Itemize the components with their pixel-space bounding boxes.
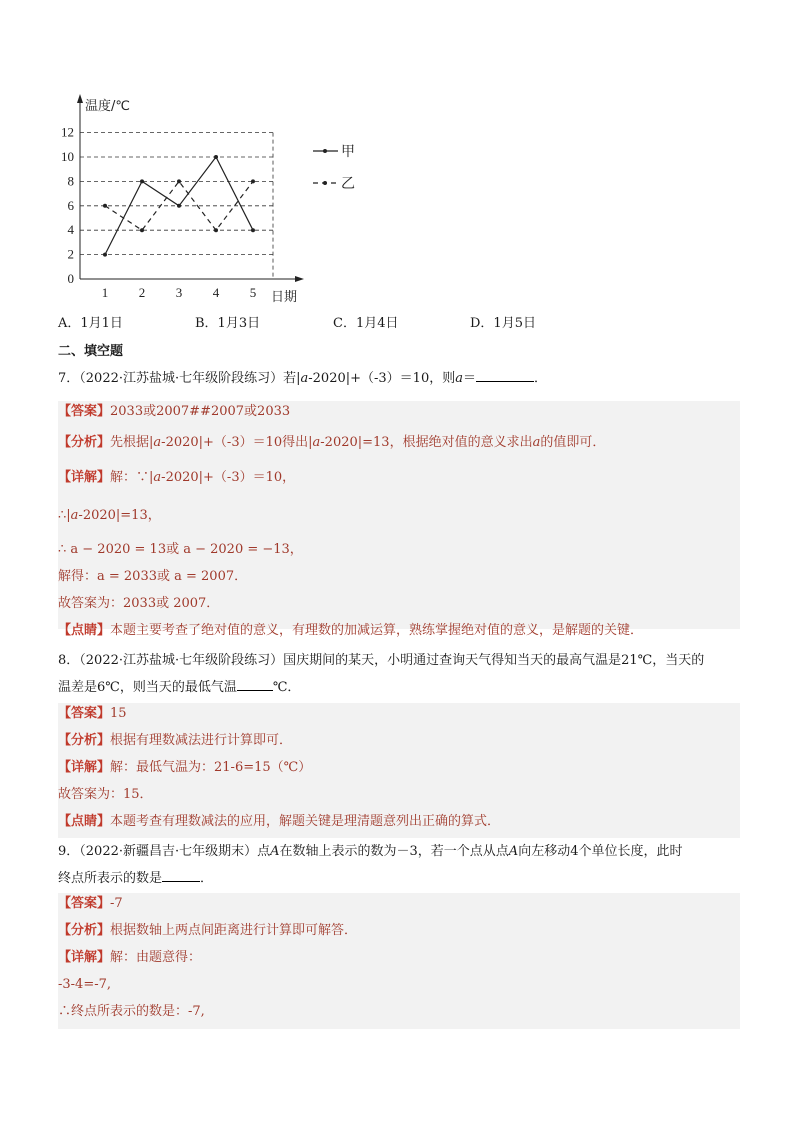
- y-tick-label: 12: [61, 124, 74, 140]
- data-point: [214, 228, 218, 232]
- question-8-stem: 8．（2022·江苏盐城·七年级阶段练习）国庆期间的某天，小明通过查询天气得知当天的最高气温是21℃，当天的 温差是6℃，则当天的最低气温 ℃．: [58, 653, 705, 695]
- q9-answer: 【答案】-7: [58, 896, 123, 911]
- q7-comment: 【点睛】本题主要考查了绝对值的意义，有理数的加减运算，熟练掌握绝对值的意义，是解题的关键．: [58, 623, 644, 638]
- x-tick-label: 2: [138, 285, 146, 300]
- answer-blank: [237, 678, 273, 691]
- q8-comment: 【点睛】本题考查有理数减法的应用，解题关键是理清题意列出正确的算式．: [58, 814, 501, 829]
- y-tick-label: 2: [67, 246, 74, 262]
- question-9-stem: 9．（2022·新疆昌吉·七年级期末）点A在数轴上表示的数为－3，若一个点从点A向左移动4个单位长度，此时 终点所表示的数是 ．: [58, 844, 683, 886]
- data-point: [140, 179, 144, 183]
- legend-marker: [323, 149, 327, 153]
- answer-options: [58, 312, 758, 332]
- q8-detail: 【详解】解：最低气温为：21-6=15（℃）: [58, 760, 312, 775]
- q7-step-4: 故答案为：2033或 2007．: [58, 596, 220, 611]
- option-b: B．1月3日: [195, 316, 261, 331]
- answer-blank: [162, 869, 200, 882]
- question-7-stem: 7．（2022·江苏盐城·七年级阶段练习）若|a-2020|+（-3）＝10，则a＝ ．: [58, 371, 548, 386]
- x-tick-label: 5: [249, 285, 257, 300]
- y-tick-label: 6: [67, 197, 74, 213]
- option-d: D．1月5日: [470, 316, 536, 331]
- q7-analysis: 【分析】先根据|a-2020|+（-3）＝10得出|a-2020|=13，根据绝对值的意义求出a的值即可．: [58, 435, 606, 450]
- q7-step-1: ∴|a-2020|=13，: [58, 508, 161, 523]
- q7-answer: 【答案】2033或2007##2007或2033: [58, 404, 291, 419]
- y-tick-label: 8: [67, 173, 74, 189]
- legend-label: 乙: [341, 176, 355, 192]
- data-point: [103, 204, 107, 208]
- q7-step-3: 解得：a = 2033或 a = 2007．: [58, 569, 248, 584]
- legend-marker: [323, 181, 327, 185]
- option-c: C．1月4日: [333, 316, 399, 331]
- q9-step-2: ∴终点所表示的数是：-7,: [58, 1004, 205, 1019]
- x-tick-label: 4: [212, 285, 220, 300]
- x-tick-label: 1: [101, 285, 109, 300]
- q9-step-1: -3-4=-7,: [58, 977, 112, 992]
- q8-answer: 【答案】15: [58, 706, 127, 721]
- x-tick-label: 3: [175, 285, 183, 300]
- data-point: [103, 253, 107, 257]
- data-point: [177, 179, 181, 183]
- q9-detail: 【详解】解：由题意得：: [58, 950, 202, 965]
- y-tick-label: 4: [67, 222, 74, 238]
- y-axis-label: 温度/℃: [85, 99, 130, 114]
- data-point: [177, 204, 181, 208]
- y-axis-arrow: [77, 94, 83, 103]
- x-axis-label: 日期: [271, 290, 298, 304]
- chart-svg: [55, 94, 375, 304]
- data-point: [140, 228, 144, 232]
- option-a: A．1月1日: [58, 316, 123, 331]
- section-title: 二、填空题: [58, 344, 124, 359]
- data-point: [214, 155, 218, 159]
- q7-step-2: ∴ a − 2020 = 13或 a − 2020 = −13，: [58, 542, 303, 557]
- y-tick-label: 0: [67, 271, 74, 286]
- temperature-line-chart: [55, 94, 375, 304]
- x-axis-arrow: [295, 276, 304, 282]
- q8-step-1: 故答案为：15．: [58, 787, 153, 802]
- q8-analysis: 【分析】根据有理数减法进行计算即可．: [58, 733, 293, 748]
- q9-analysis: 【分析】根据数轴上两点间距离进行计算即可解答．: [58, 923, 358, 938]
- data-point: [251, 228, 255, 232]
- y-tick-label: 10: [61, 149, 74, 164]
- data-point: [251, 179, 255, 183]
- q7-detail: 【详解】解：∵|a-2020|+（-3）＝10，: [58, 470, 296, 485]
- answer-blank: [476, 369, 534, 382]
- legend-label: 甲: [341, 144, 355, 160]
